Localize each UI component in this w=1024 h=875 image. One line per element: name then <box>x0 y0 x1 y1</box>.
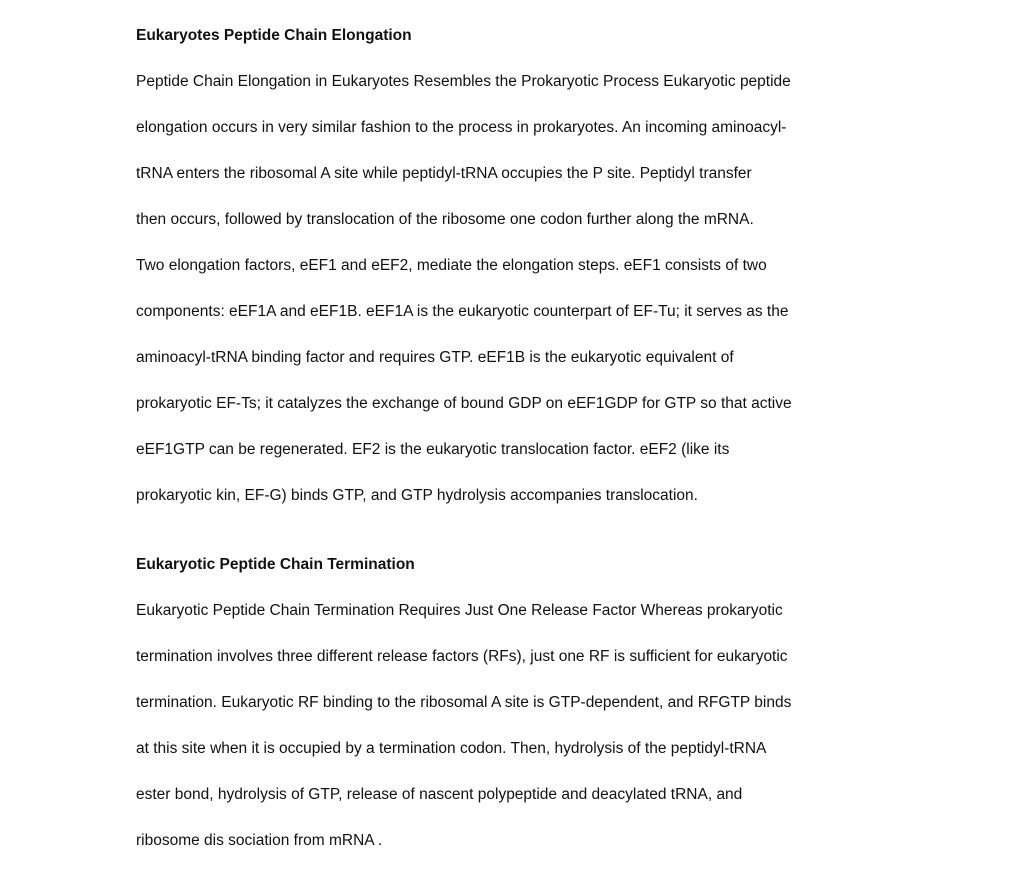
text-line: elongation occurs in very similar fashion to the process in prokaryotes. An incoming aminoacyl- <box>136 119 787 136</box>
text-line: Peptide Chain Elongation in Eukaryotes Resembles the Prokaryotic Process Eukaryotic peptide <box>136 73 791 90</box>
elongation-title: Eukaryotes Peptide Chain Elongation <box>136 27 412 44</box>
text-line: then occurs, followed by translocation of the ribosome one codon further along the mRNA. <box>136 211 754 228</box>
text-line: Two elongation factors, eEF1 and eEF2, mediate the elongation steps. eEF1 consists of two <box>136 257 767 274</box>
termination-body <box>136 576 896 875</box>
text-line: ribosome dis sociation from mRNA . <box>136 832 383 849</box>
text-line: aminoacyl-tRNA binding factor and requires GTP. eEF1B is the eukaryotic equivalent of <box>136 349 734 366</box>
text-line: Eukaryotic Peptide Chain Termination Requires Just One Release Factor Whereas prokaryotic <box>136 602 783 619</box>
slide-content <box>136 24 896 875</box>
termination-section <box>136 553 896 875</box>
text-line: tRNA enters the ribosomal A site while peptidyl-tRNA occupies the P site. Peptidyl transfer <box>136 165 752 182</box>
text-line: components: eEF1A and eEF1B. eEF1A is the eukaryotic counterpart of EF-Tu; it serves as the <box>136 303 789 320</box>
termination-title: Eukaryotic Peptide Chain Termination <box>136 556 415 573</box>
text-line: prokaryotic EF-Ts; it catalyzes the exchange of bound GDP on eEF1GDP for GTP so that active <box>136 395 792 412</box>
text-line: prokaryotic kin, EF-G) binds GTP, and GTP hydrolysis accompanies translocation. <box>136 487 698 504</box>
text-line: at this site when it is occupied by a termination codon. Then, hydrolysis of the peptidyl-tRNA <box>136 740 767 757</box>
text-line: ester bond, hydrolysis of GTP, release of nascent polypeptide and deacylated tRNA, and <box>136 786 743 803</box>
text-line: termination involves three different release factors (RFs), just one RF is sufficient for eukaryotic <box>136 648 788 665</box>
elongation-section <box>136 24 896 530</box>
text-line: termination. Eukaryotic RF binding to the ribosomal A site is GTP-dependent, and RFGTP binds <box>136 694 792 711</box>
elongation-body <box>136 47 896 530</box>
text-line: eEF1GTP can be regenerated. EF2 is the eukaryotic translocation factor. eEF2 (like its <box>136 441 730 458</box>
section-spacer <box>136 530 896 553</box>
